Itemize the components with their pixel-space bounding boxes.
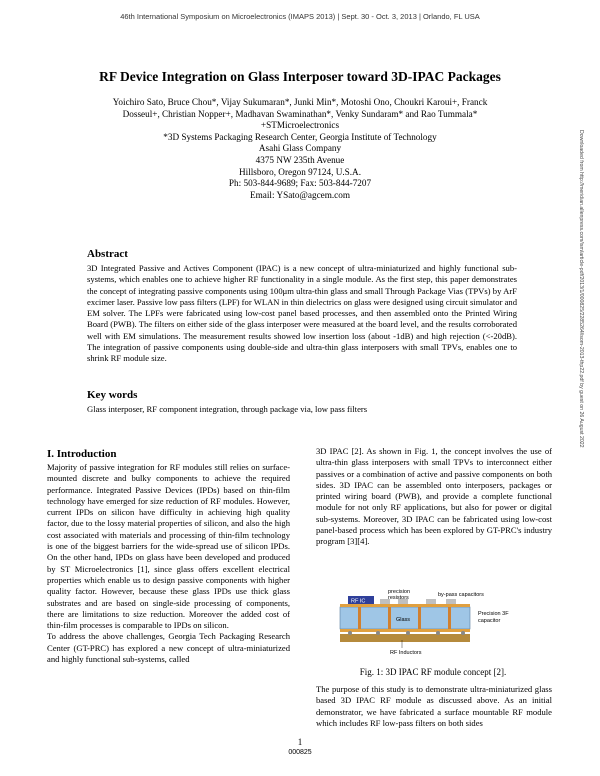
glass-label: Glass (396, 617, 411, 623)
document-number: 000825 (288, 749, 312, 756)
tpv-via (448, 607, 451, 629)
affiliation-line: Asahi Glass Company (258, 143, 342, 154)
top-capacitor (426, 599, 436, 604)
author-line: Yoichiro Sato, Bruce Chou*, Vijay Sukumaran*, Junki Min*, Motoshi Ono, Choukri Karoui+, Franck (112, 97, 488, 107)
solder-ball (376, 631, 380, 635)
conference-header: 46th International Symposium on Microelectronics (IMAPS 2013) | Sept. 30 - Oct. 3, 2013 | Orlando, FL USA (120, 12, 480, 21)
solder-ball (348, 631, 352, 635)
phone-line: Ph: 503-844-9689; Fax: 503-844-7207 (228, 178, 372, 189)
interposer-label-2: capacitor (478, 618, 501, 624)
address-line: Hillsboro, Oregon 97124, U.S.A. (239, 166, 361, 177)
intro-paragraph-1: Majority of passive integration for RF modules still relies on surface-mounted discrete and bulky components to achieve the required performance. Integrated Passive Devices (IPDs) based on thin-film technology have emerged for size reduction of RF modules. However, current IPDs on silicon have difficulty in achieving high quality factor, due to the lossy material properties of silicon, and also the high cost associated with materials and processing of thin-film technology is one of the biggest barriers for the wide-spread use of silicon IPDs. On the other hand, IPDs on glass have been developed and produced by ST Microelectronics [1], since glass offers excellent electrical properties which enable us to design passive components with higher quality factor. However, because these glass IPDs use thick glass substrates and are based on single-side processing of components, there are limitations to size reduction. Moreover the added cost of thin-film processes is comparable to IPDs on silicon. (47, 462, 290, 631)
address-line: 4375 NW 235th Avenue (255, 154, 345, 165)
keywords-heading: Key words (87, 389, 138, 401)
abstract-heading: Abstract (87, 248, 128, 260)
page-number: 1 (297, 737, 303, 747)
author-block (40, 97, 560, 201)
rf-inductors-label: RF Inductors (390, 650, 422, 656)
affiliation-line: *3D Systems Packaging Research Center, Georgia Institute of Technology (163, 131, 437, 142)
top-capacitor (446, 599, 456, 604)
pwb-layer (340, 634, 470, 642)
tpv-via (388, 607, 391, 629)
precision-label: precision (388, 589, 411, 595)
author-line: Dosseul+, Christian Nopper+, Madhavan Swaminathan*, Venky Sundaram* and Rao Tummala* (122, 108, 478, 119)
introduction-right-column-bottom: The purpose of this study is to demonstrate ultra-miniaturized glass based 3D IPAC RF module as discussed above. As an initial demonstrator, we have fabricated a surface mountable RF module which includes RF low-pass filters on both sides (316, 684, 552, 728)
solder-ball (461, 631, 465, 635)
tpv-via (418, 607, 421, 629)
introduction-heading: I. Introduction (47, 448, 117, 460)
download-watermark: Downloaded from http://meridian.allenpress.com/ism/article-pdf/2013/1/000825/2285264/isom-2013-thp22.pdf by guest on 26 August 2022 (578, 130, 584, 448)
affiliation-line: +STMicroelectronics (260, 120, 340, 131)
paper-title: RF Device Integration on Glass Interposer toward 3D-IPAC Packages (99, 69, 501, 84)
abstract-text: 3D Integrated Passive and Actives Component (IPAC) is a new concept of ultra-miniaturized and highly functional sub-systems, which enables one to achieve higher RF functionality in a single module. As the first step, this paper demonstrates the concept of integrating passive components using 100μm ultra-thin glass and small Through Package Vias (TPVs) by ArF excimer laser. Passive low pass filters (LPF) for WLAN in thin dielectrics on glass were designed using circuit simulator and EM solver. The LPFs were fabricated using low-cost panel based processes, and then assembled onto the Printed Wiring Board (PWB). The filters on either side of the glass interposer were measured at the board level, and the results corroborated well with EM simulations. The measurement results showed low insertion loss (about -1dB) and high rejection (<-20dB). The integration of passive components using double-side and ultra-thin glass interposers with small TPVs, enables one to shrink RF module size. (87, 263, 517, 364)
introduction-right-column-top: 3D IPAC [2]. As shown in Fig. 1, the concept involves the use of ultra-thin glass interposers with small TPVs to interconnect either passives or a combination of active and passive components on both sides. 3D IPAC can be assembled onto interposers, packages or printed wiring board (PWB), and provide a complete functional module for not only RF applications, but also for power or digital sub-systems. Moreover, 3D IPAC can be fabricated using low-cost panel-based process which has been explored by GT-PRC's industry program [3][4]. (316, 446, 552, 547)
bypass-capacitors-label: by-pass capacitors (438, 592, 484, 598)
solder-ball (406, 631, 410, 635)
figure-3d-ipac-concept (318, 588, 550, 664)
email-line: Email: YSato@agcem.com (250, 189, 350, 200)
intro-paragraph-2: To address the above challenges, Georgia Tech Packaging Research Center (GT-PRC) has explored a new concept of ultra-miniaturized and highly functional sub-systems, called (47, 631, 290, 665)
resistors-label: resistors (388, 595, 409, 601)
rfic-label: RF IC (351, 598, 366, 605)
interposer-label-1: Precision 3F (478, 611, 509, 617)
bottom-metal-layer (340, 629, 470, 632)
figure-caption: Fig. 1: 3D IPAC RF module concept [2]. (359, 667, 507, 677)
tpv-via (358, 607, 361, 629)
keywords-text: Glass interposer, RF component integration, through package via, low pass filters (87, 404, 368, 414)
introduction-left-column (47, 462, 290, 665)
solder-ball (436, 631, 440, 635)
